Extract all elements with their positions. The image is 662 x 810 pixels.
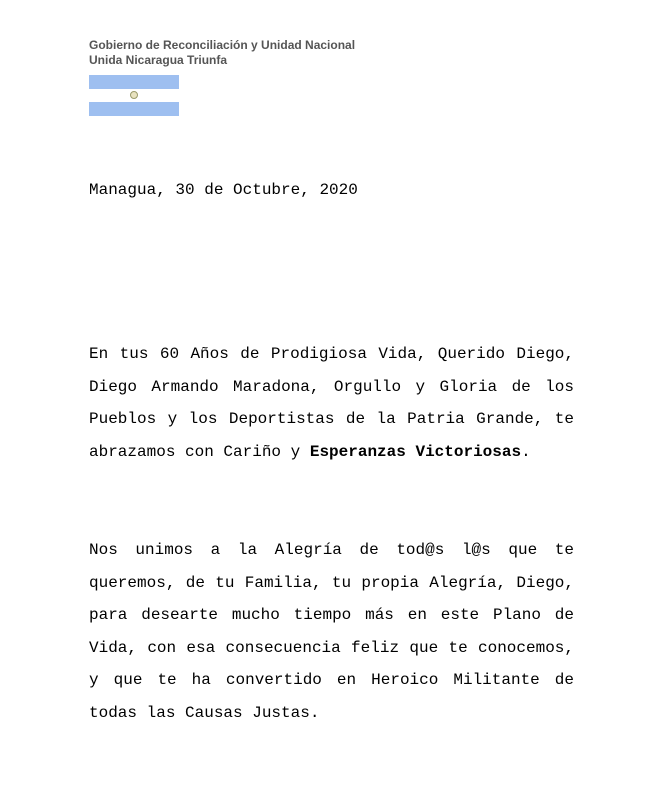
flag-emblem-icon: [130, 91, 138, 99]
letter-paragraph-1: [89, 338, 574, 468]
paragraph-1-text: En tus 60 Años de Prodigiosa Vida, Querido Diego, Diego Armando Maradona, Orgullo y Gloria de los Pueblos y los Deportistas de la Patria Grande, te abrazamos con Cariño y: [89, 345, 574, 461]
paragraph-1-bold-text: Esperanzas Victoriosas: [309, 442, 522, 461]
nicaragua-flag-icon: [89, 75, 179, 116]
flag-top-band: [89, 75, 179, 89]
letterhead-line-1: Gobierno de Reconciliación y Unidad Nacional: [89, 38, 356, 52]
letterhead-line-2: Unida Nicaragua Triunfa: [89, 53, 228, 67]
letter-paragraph-2: Nos unimos a la Alegría de tod@s l@s que te queremos, de tu Familia, tu propia Alegría, Diego, para desearte mucho tiempo más en este Plano de Vida, con esa consecuencia feliz que te conocemos, y que te ha convertido en Heroico Militante de todas las Causas Justas.: [89, 541, 574, 722]
flag-middle-band: [89, 89, 179, 103]
letter-date: Managua, 30 de Octubre, 2020: [89, 181, 358, 199]
letterhead: [89, 38, 355, 68]
flag-bottom-band: [89, 102, 179, 116]
paragraph-1-end: .: [521, 442, 531, 461]
